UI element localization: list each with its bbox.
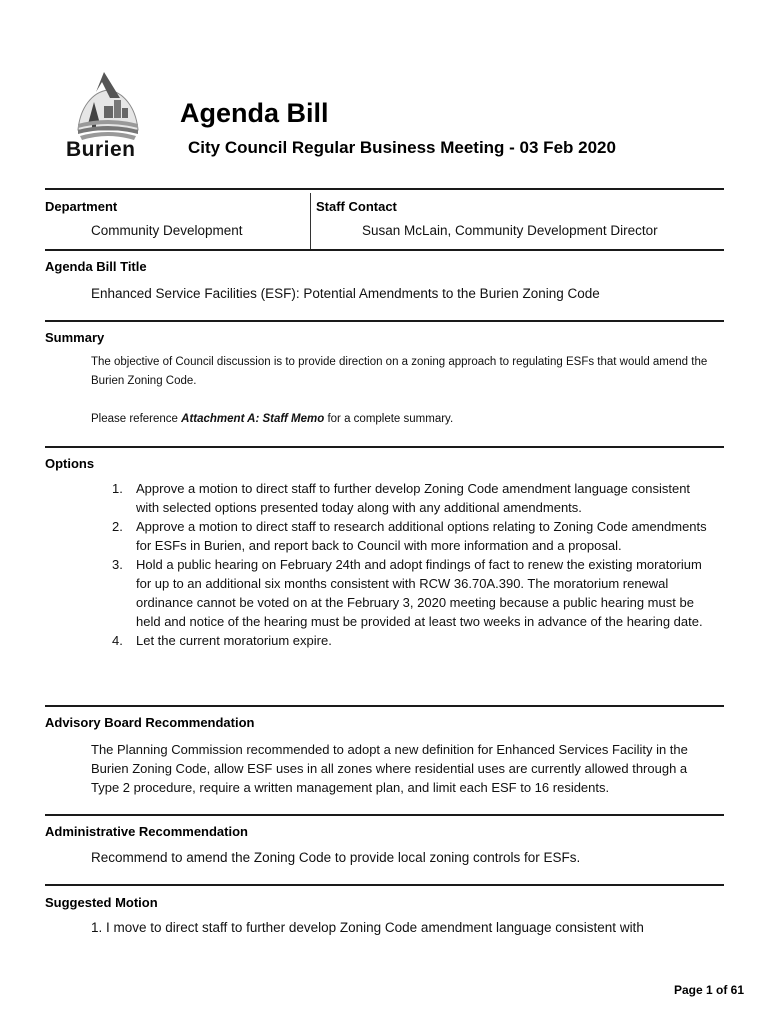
administrative-label: Administrative Recommendation (45, 824, 248, 839)
option-text: Hold a public hearing on February 24th and adopt findings of fact to renew the existing moratorium for up to an additional six months consistent with RCW 36.70A.390. The moratorium renewal ordinance cannot be voted on at the February 3, 2020 meeting because a public hearing must be held and notice of the hearing must be provided at least two weeks in advance of the hearing date. (136, 557, 703, 629)
agenda-bill-title-label: Agenda Bill Title (45, 259, 147, 274)
divider (45, 320, 724, 322)
divider (45, 188, 724, 190)
summary-reference-prefix: Please reference (91, 413, 182, 425)
summary-label: Summary (45, 330, 105, 345)
summary-reference-suffix: for a complete summary. (324, 413, 454, 425)
divider (45, 446, 724, 448)
option-item (91, 631, 716, 650)
logo-wordmark: Burien (66, 138, 136, 161)
advisory-label: Advisory Board Recommendation (45, 715, 255, 730)
meeting-subtitle: City Council Regular Business Meeting - 03 Feb 2020 (188, 138, 616, 157)
advisory-text: The Planning Commission recommended to adopt a new definition for Enhanced Services Facility in the Burien Zoning Code, allow ESF uses in all zones where residential uses are currently allowed through a Type 2 procedure, require a written management plan, and limit each ESF to 16 residents. (91, 742, 688, 795)
motion-text: 1. I move to direct staff to further develop Zoning Code amendment language consistent with (91, 920, 644, 935)
department-value: Community Development (91, 223, 243, 238)
divider (45, 884, 724, 886)
staff-contact-value: Susan McLain, Community Development Director (362, 223, 658, 238)
summary-text: The objective of Council discussion is to provide direction on a zoning approach to regulating ESFs that would amend the Burien Zoning Code. (91, 356, 708, 387)
option-text: Approve a motion to direct staff to research additional options relating to Zoning Code amendments for ESFs in Burien, and report back to Council with more information and a proposal. (136, 519, 707, 553)
staff-contact-label: Staff Contact (316, 199, 397, 214)
attachment-a-reference: Attachment A: Staff Memo (181, 413, 325, 425)
option-item (91, 517, 716, 555)
divider (45, 814, 724, 816)
option-number: 3. (112, 557, 123, 572)
administrative-text: Recommend to amend the Zoning Code to provide local zoning controls for ESFs. (91, 850, 581, 865)
option-number: 4. (112, 633, 123, 648)
page-number: Page 1 of 61 (673, 983, 744, 997)
option-number: 2. (112, 519, 123, 534)
divider (45, 249, 724, 251)
option-item (91, 479, 716, 517)
summary-reference (91, 410, 716, 429)
department-label: Department (45, 199, 118, 214)
motion-label: Suggested Motion (45, 895, 158, 910)
column-divider (310, 193, 311, 251)
page-title: Agenda Bill (180, 98, 329, 128)
option-text: Let the current moratorium expire. (136, 633, 332, 648)
option-text: Approve a motion to direct staff to further develop Zoning Code amendment language consistent with selected options presented today along with any additional amendments. (136, 481, 691, 515)
options-list (91, 479, 716, 650)
options-label: Options (45, 456, 95, 471)
option-number: 1. (112, 481, 123, 496)
option-item (91, 555, 716, 631)
agenda-bill-title-value: Enhanced Service Facilities (ESF): Potential Amendments to the Burien Zoning Code (91, 286, 600, 301)
divider (45, 705, 724, 707)
